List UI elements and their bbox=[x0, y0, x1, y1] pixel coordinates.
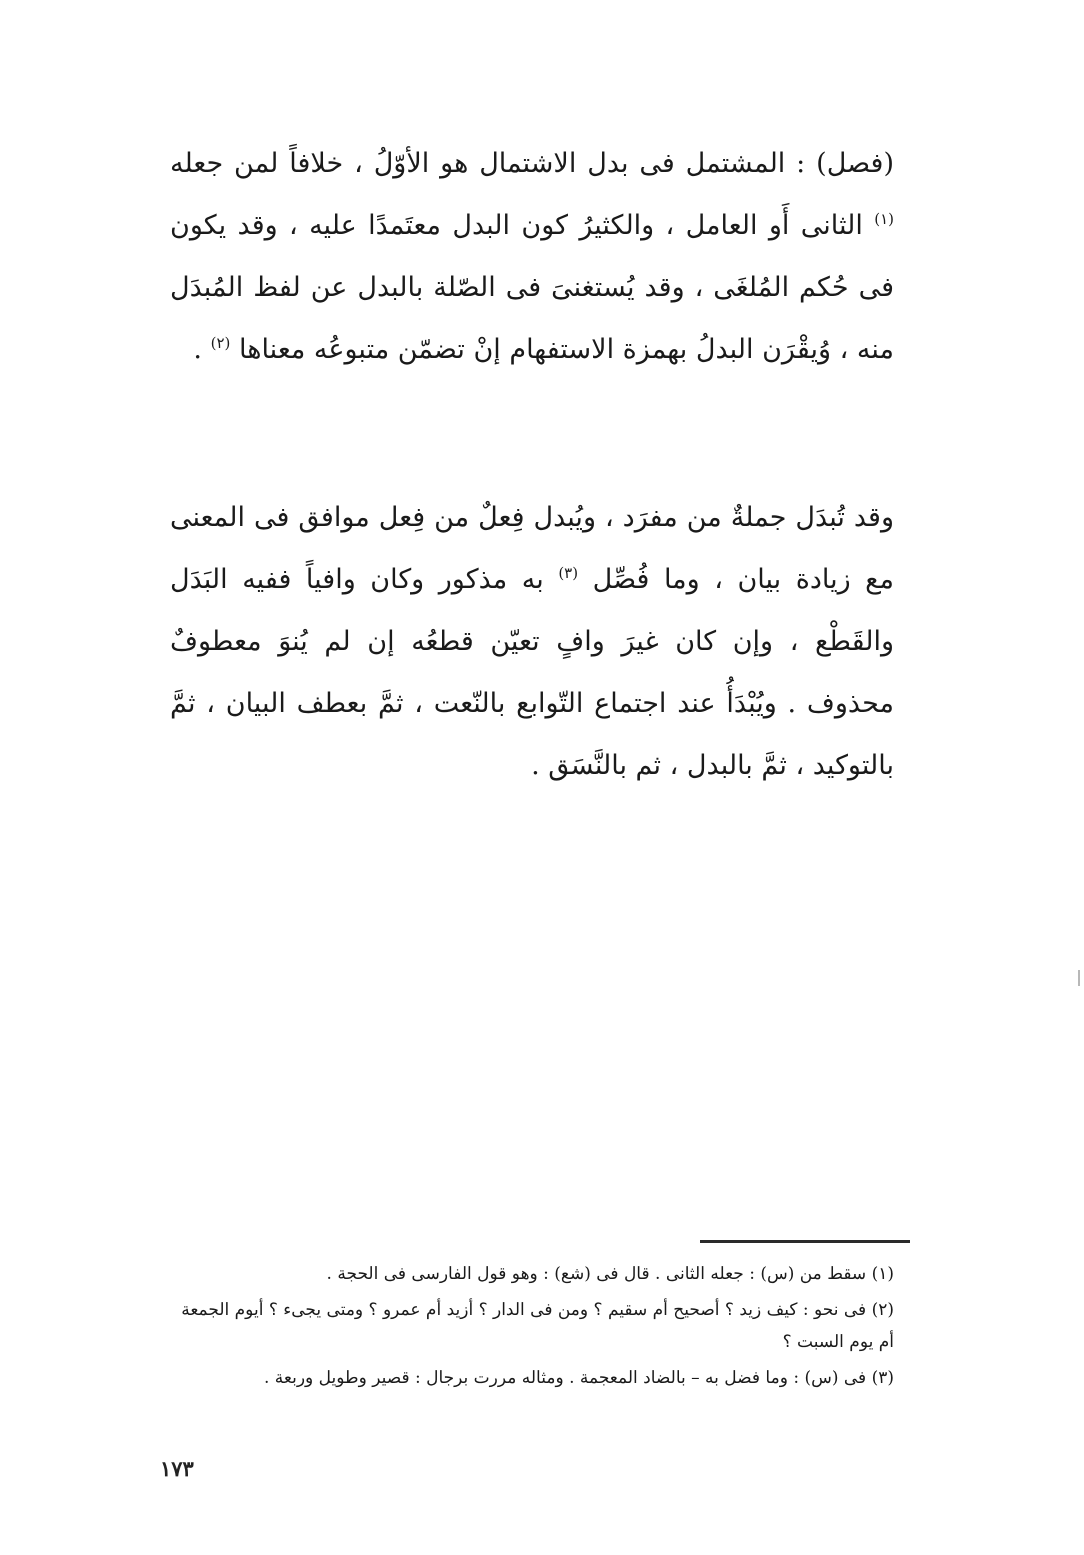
scan-artifact-mark bbox=[1078, 970, 1080, 986]
paragraph-1-text-middle: الثانى أَو العامل ، والكثيرُ كون البدل معتَمدًا عليه ، وقد يكون فى حُكم المُلغَى ، وقد يُستغنىَ فى الصّلة بالبدل عن لفظ المُبدَل منه ، وُيقْرَن البدلُ بهمزة الاستفهام إنْ تضمّن متبوعُه معناها bbox=[170, 210, 894, 365]
page-number: ١٧٣ bbox=[160, 1456, 194, 1481]
paragraph-fasl bbox=[170, 133, 894, 381]
footnote-ref-1[interactable]: (١) bbox=[874, 210, 894, 228]
footnotes-section bbox=[166, 1258, 894, 1398]
footnote-3: (٣) فى (س) : وما فضل به – بالضاد المعجمة . ومثاله مررت برجال : قصير وطويل وربعة . bbox=[263, 1368, 894, 1388]
footnote-1: (١) سقط من (س) : جعله الثانى . قال فى (شع) : وهو قول الفارسى فى الحجة . bbox=[326, 1264, 894, 1284]
paragraph-1-text-end: . bbox=[193, 334, 203, 365]
footnote-2: (٢) فى نحو : كيف زيد ؟ أصحيح أم سقيم ؟ ومن فى الدار ؟ أزيد أم عمرو ؟ ومتى يجىء ؟ أيوم الجمعة أم يوم السبت ؟ bbox=[181, 1300, 894, 1352]
paragraph-badal-jumla bbox=[170, 487, 894, 797]
footnote-ref-2[interactable]: (٢) bbox=[210, 334, 231, 352]
footnote-ref-3[interactable]: (٣) bbox=[558, 564, 579, 582]
paragraph-2-text-start: وقد تُبدَل جملةٌ من مفرَد ، ويُبدل فِعلٌ من فِعل موافق فى المعنى مع زيادة بيان ، وما فُصِّل bbox=[170, 502, 895, 595]
paragraph-1-text-start: (فصل) : المشتمل فى بدل الاشتمال هو الأوّلُ ، خلافاً لمن جعله bbox=[170, 148, 894, 179]
paragraph-2-text-end: به مذكور وكان وافياً ففيه البَدَل والقَطْع ، وإن كان غيرَ وافٍ تعيّن قطعُه إن لم يُنوَ معطوفٌ محذوف . ويُبْدَأُ عند اجتماع التّوابع بالنّعت ، ثمَّ بعطف البيان ، ثمَّ بالتوكيد ، ثمَّ بالبدل ، ثم بالنَّسَق . bbox=[170, 564, 894, 781]
footnote-separator-rule bbox=[700, 1240, 910, 1243]
